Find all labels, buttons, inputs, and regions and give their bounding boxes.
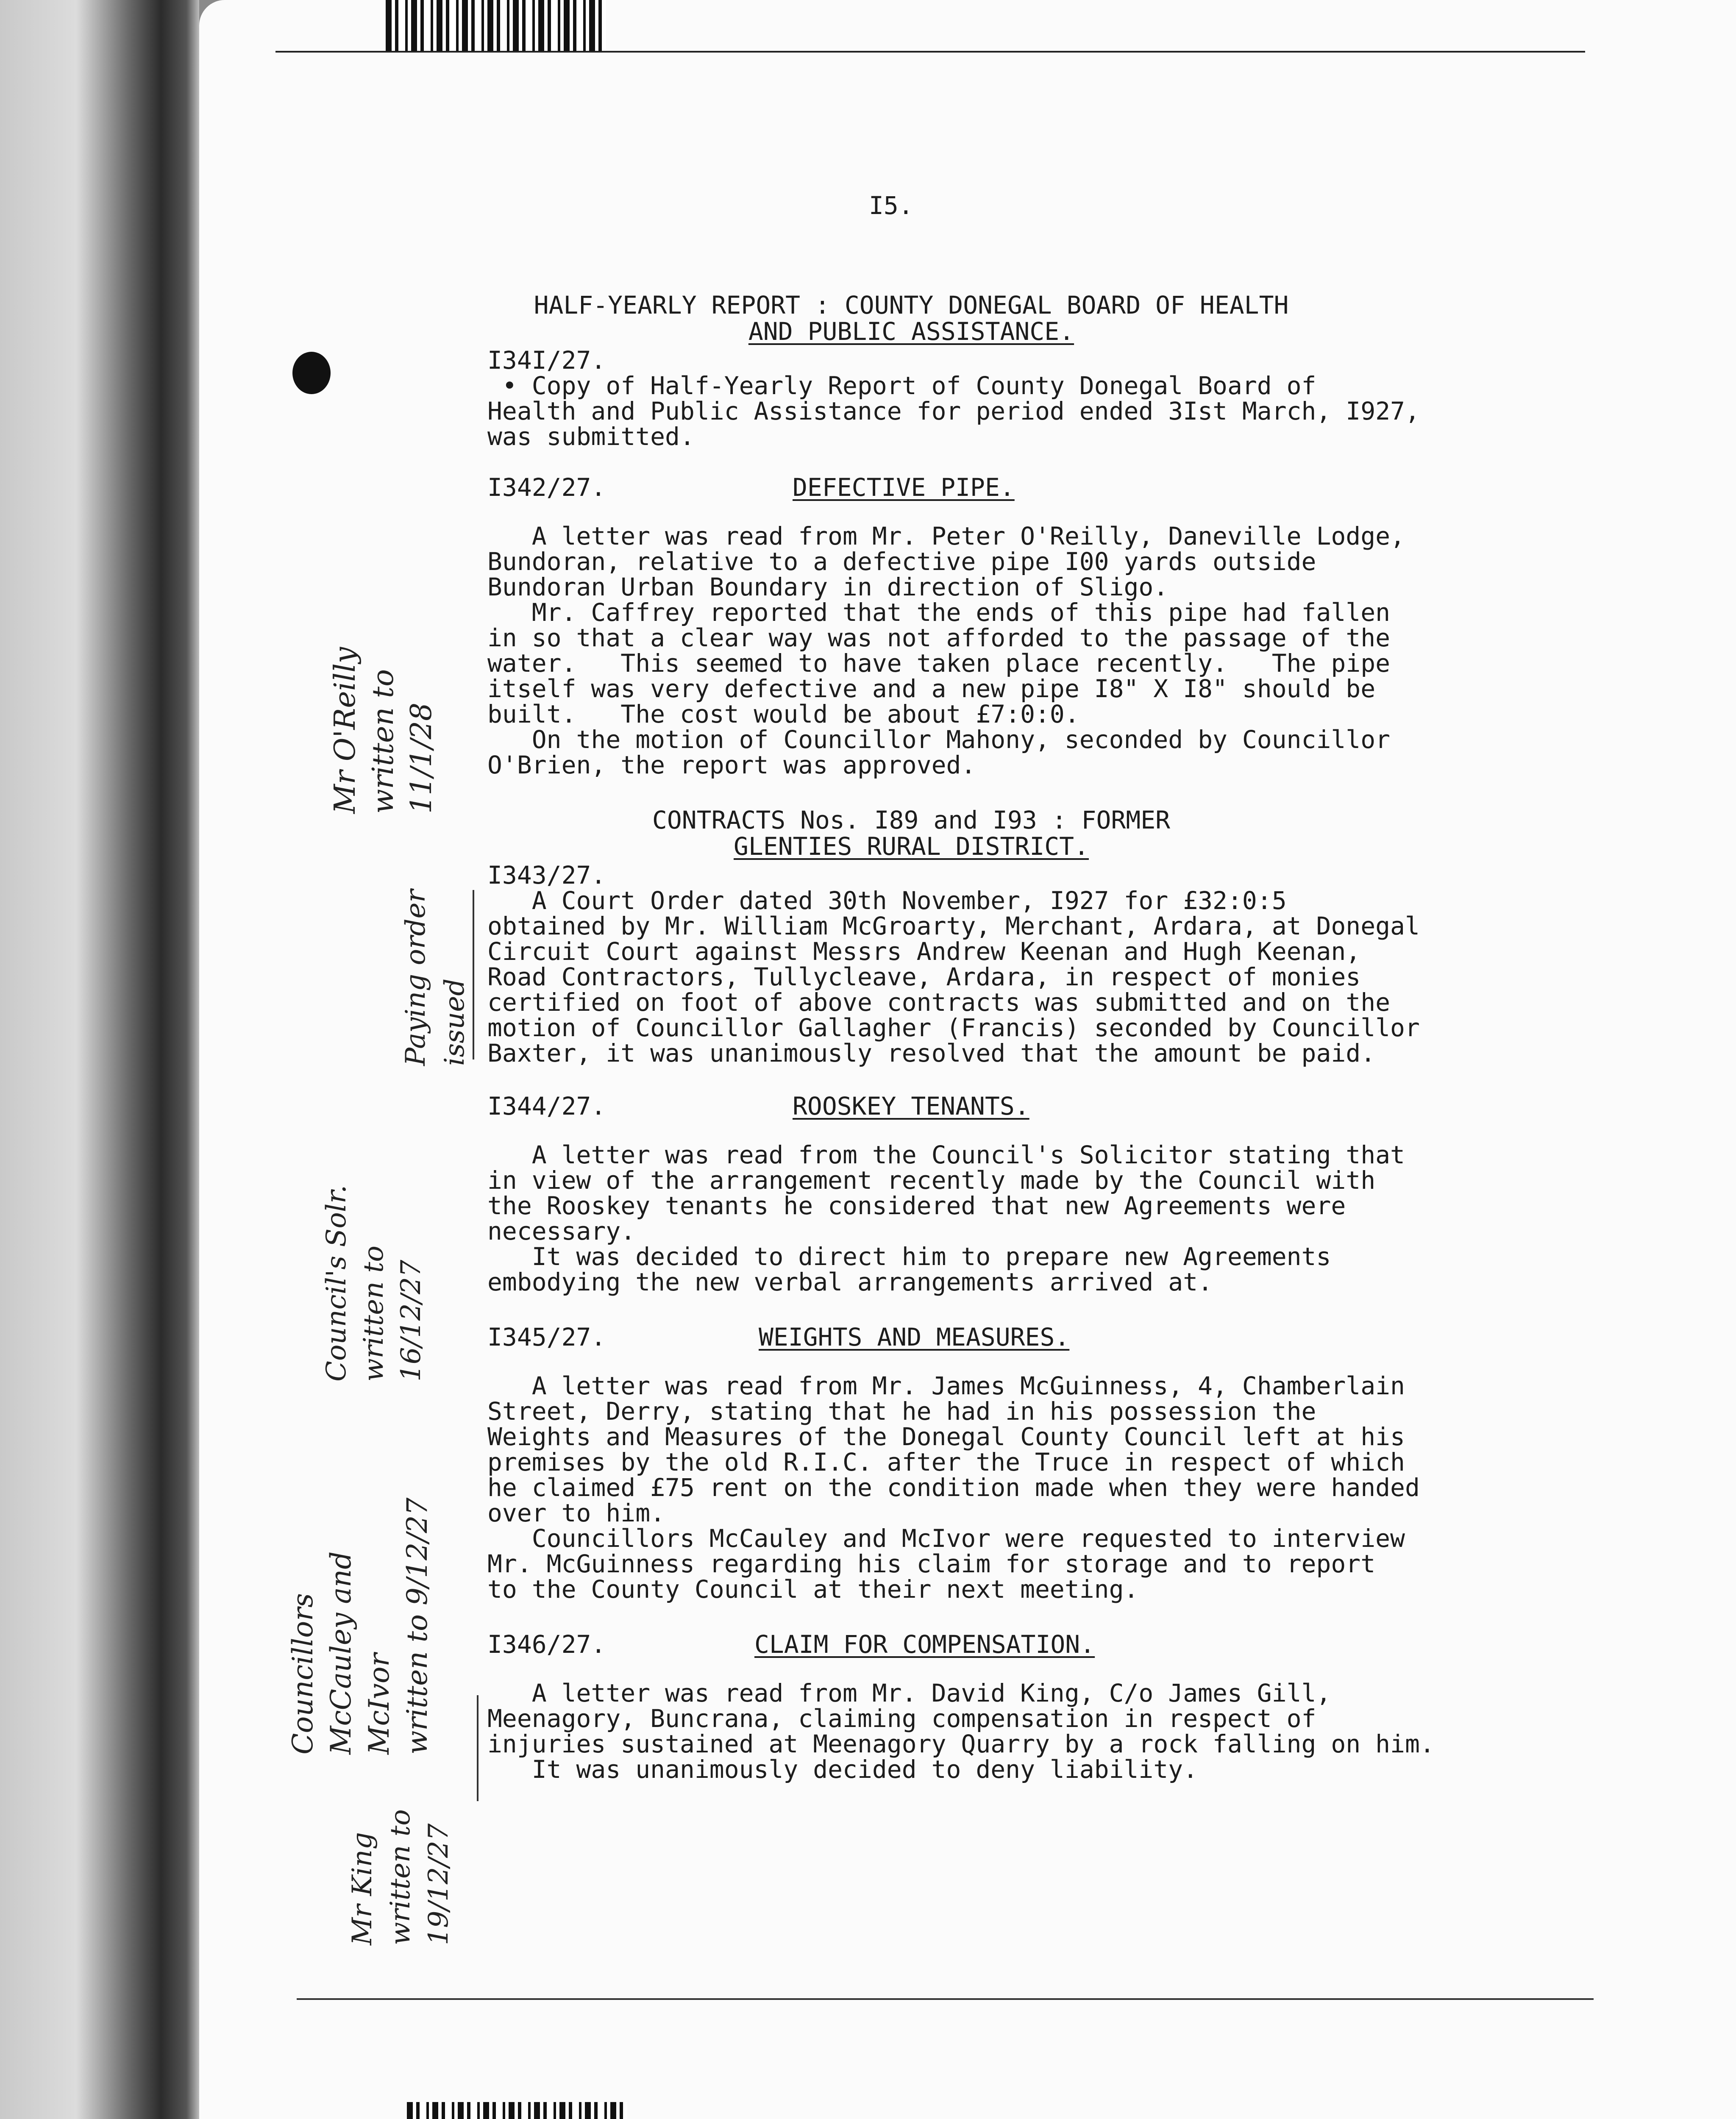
margin-note-solicitor: Council's Solr. written to 16/12/27 <box>321 1185 427 1382</box>
top-rule <box>275 51 1585 53</box>
margin-note-oreilly: Mr O'Reilly written to 11/1/28 <box>328 647 438 814</box>
margin-note-paying-order: Paying order issued <box>400 889 470 1066</box>
heading-1343-line-1: CONTRACTS Nos. I89 and I93 : FORMER <box>652 806 1171 834</box>
scan-gutter <box>0 0 199 2119</box>
minute-number-1342: I342/27. <box>487 473 606 502</box>
margin-bracket-1343 <box>473 890 474 1060</box>
margin-bracket-1346 <box>477 1695 479 1801</box>
minute-body-1342: A letter was read from Mr. Peter O'Reilly, Daneville Lodge, Bundoran, relative to a defective pipe I00 yards outside Bundoran Urban Boundary in direction of Sligo. Mr. Caffrey reported that the ends of this pipe had fallen in so that a clear way was not afforded to the passage of the water. This seemed to have taken place recently. The pipe itself was very defective and a new pipe I8" X I8" should be built. The cost would be about £7:0:0. On the motion of Councillor Mahony, seconded by Councillor O'Brien, the report was approved. <box>487 522 1405 779</box>
minute-number-1341: I34I/27. <box>487 346 606 375</box>
heading-1341-line-1: HALF-YEARLY REPORT : COUNTY DONEGAL BOARD OF HEALTH <box>534 291 1289 320</box>
minute-number-1345: I345/27. <box>487 1323 606 1351</box>
minute-body-1346: A letter was read from Mr. David King, C/o James Gill, Meenagory, Buncrana, claiming compensation in respect of injuries sustained at Meenagory Quarry by a rock falling on him. It was unanimously decided to deny liability. <box>487 1679 1435 1784</box>
bottom-rule <box>297 1998 1594 2000</box>
heading-1346: CLAIM FOR COMPENSATION. <box>754 1630 1095 1659</box>
minute-body-1345: A letter was read from Mr. James McGuinness, 4, Chamberlain Street, Derry, stating that he had in his possession the Weights and Measures of the Donegal County Council left at his premises by the old R.I.C. after the Truce in respect of which he claimed £75 rent on the condition made when they were handed over to him. Councillors McCauley and McIvor were requested to interview Mr. McGuinness regarding his claim for storage and to report to the County Council at their next meeting. <box>487 1371 1420 1604</box>
heading-1345: WEIGHTS AND MEASURES. <box>759 1323 1070 1351</box>
margin-note-councillors: Councillors McCauley and McIvor written to 9/12/27 <box>287 1497 434 1755</box>
page-number: I5. <box>869 191 913 220</box>
top-binding-marks <box>386 0 606 51</box>
minute-number-1346: I346/27. <box>487 1630 606 1659</box>
heading-1344: ROOSKEY TENANTS. <box>793 1092 1029 1121</box>
minute-number-1343: I343/27. <box>487 861 606 890</box>
minute-body-1343: A Court Order dated 30th November, I927 for £32:0:5 obtained by Mr. William McGroarty, Merchant, Ardara, at Donegal Circuit Court against Messrs Andrew Keenan and Hugh Keenan, Road Contractors, Tullycleave, Ardara, in respect of monies certified on foot of above contracts was submitted and on the motion of Councillor Gallagher (Francis) seconded by Councillor Baxter, it was unanimously resolved that the amount be paid. <box>487 886 1420 1068</box>
heading-1341-line-2: AND PUBLIC ASSISTANCE. <box>748 317 1074 346</box>
bottom-binding-marks <box>407 2102 627 2119</box>
margin-note-king: Mr King written to 19/12/27 <box>347 1809 454 1945</box>
minute-number-1344: I344/27. <box>487 1092 606 1121</box>
punch-hole-mark <box>292 352 331 394</box>
minute-body-1341: • Copy of Half-Yearly Report of County Donegal Board of Health and Public Assistance for period ended 3Ist March, I927, was submitted. <box>487 371 1420 451</box>
heading-1343-line-2: GLENTIES RURAL DISTRICT. <box>733 832 1089 861</box>
heading-1342: DEFECTIVE PIPE. <box>793 473 1015 502</box>
minute-body-1344: A letter was read from the Council's Solicitor stating that in view of the arrangement recently made by the Council with the Rooskey tenants he considered that new Agreements were necessary. It was decided to direct him to prepare new Agreements embodying the new verbal arrangements arrived at. <box>487 1140 1405 1296</box>
